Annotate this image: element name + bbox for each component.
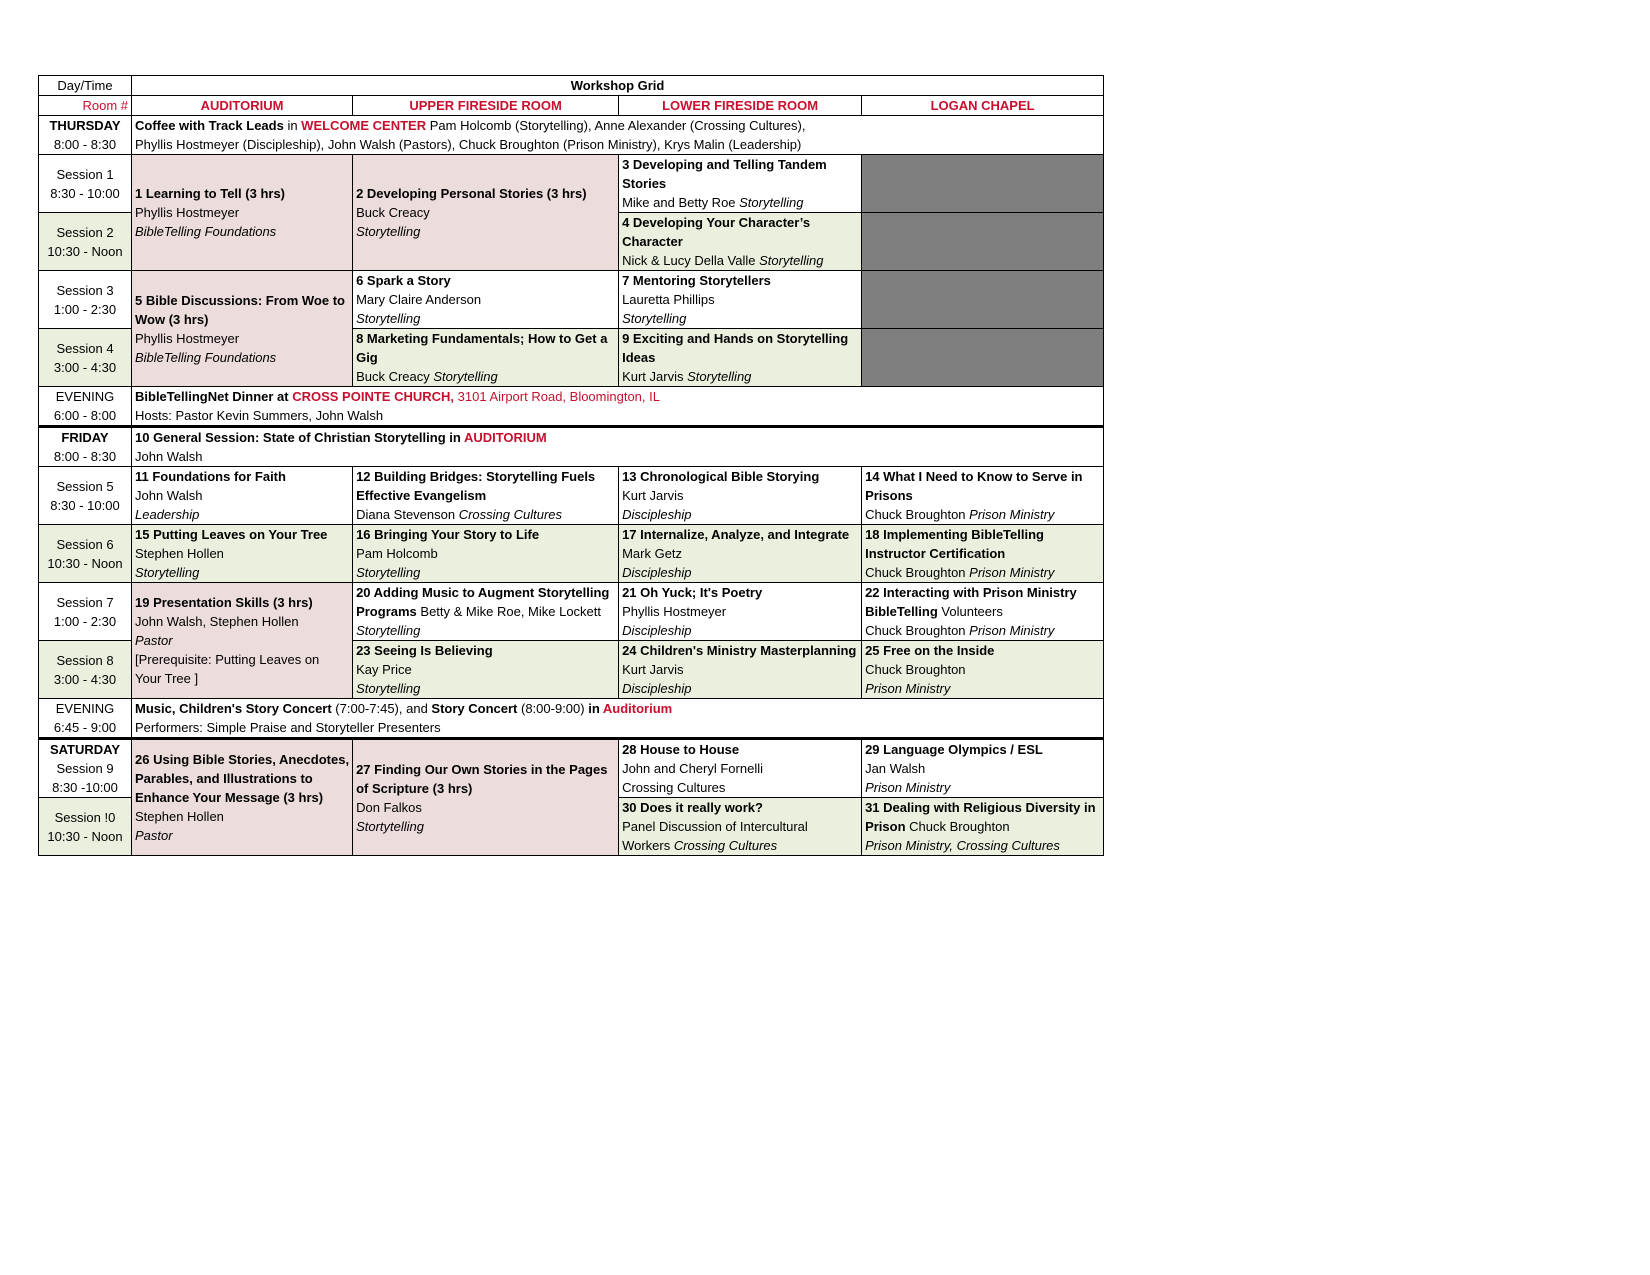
time-label: 10:30 - Noon (47, 243, 123, 259)
workshop-track: Leadership (135, 507, 200, 522)
workshop-title: 8 Marketing Fundamentals; How to Get a (356, 331, 608, 346)
time-label: 8:00 - 8:30 (53, 137, 117, 152)
workshop-title: 30 Does it really work? (622, 800, 763, 815)
workshop-18 (862, 525, 1104, 583)
workshop-title: Effective Evangelism (356, 488, 487, 503)
workshop-presenter: Don Falkos (356, 799, 422, 815)
session-label: Session 8 (56, 652, 114, 668)
workshop-title: Enhance Your Message (3 hrs) (135, 790, 324, 805)
workshop-track: Prison Ministry (969, 565, 1055, 580)
workshop-title: 6 Spark a Story (356, 273, 451, 288)
workshop-6 (353, 271, 619, 329)
workshop-27 (353, 739, 619, 856)
workshop-description: Workers (622, 838, 674, 853)
session-6-cell (39, 525, 132, 583)
workshop-title: 21 Oh Yuck; It's Poetry (622, 585, 763, 600)
evening-1-cell (39, 387, 132, 427)
event-place: WELCOME CENTER (301, 118, 427, 133)
workshop-presenter: Pam Holcomb (356, 546, 438, 561)
workshop-presenter: Buck Creacy (356, 205, 430, 220)
workshop-track: Prison Ministry, Crossing Cultures (865, 838, 1060, 853)
workshop-track: Storytelling (356, 565, 421, 580)
day-label: FRIDAY (61, 430, 109, 445)
workshop-title: 1 Learning to Tell (3 hrs) (135, 186, 286, 201)
workshop-title: Instructor Certification (865, 546, 1006, 561)
time-label: 10:30 - Noon (47, 555, 123, 571)
workshop-12 (353, 467, 619, 525)
workshop-presenter: Stephen Hollen (135, 809, 224, 824)
workshop-track: Discipleship (622, 507, 692, 522)
event-text: in (283, 118, 302, 133)
workshop-14 (862, 467, 1104, 525)
event-title: Music, Children's Story Concert (135, 701, 332, 716)
workshop-26 (132, 739, 353, 856)
session-label: Session 6 (56, 536, 114, 552)
workshop-title: Prisons (865, 488, 913, 503)
workshop-title: Prison (865, 819, 906, 834)
workshop-title: 13 Chronological Bible Storying (622, 469, 820, 484)
workshop-24 (619, 641, 862, 699)
workshop-track: Prison Ministry (865, 780, 951, 795)
workshop-13 (619, 467, 862, 525)
workshop-7 (619, 271, 862, 329)
workshop-track: Discipleship (622, 681, 692, 696)
room-auditorium: AUDITORIUM (132, 96, 353, 116)
event-text: Phyllis Hostmeyer (Discipleship), John Walsh (Pastors), Chuck Broughton (Prison Ministry), Krys Malin (Leadership) (135, 137, 802, 152)
workshop-4 (619, 213, 862, 271)
workshop-31 (862, 798, 1104, 856)
grid-title: Workshop Grid (132, 76, 1104, 96)
workshop-presenter: Diana Stevenson (356, 507, 459, 522)
workshop-title: Parables, and Illustrations to (135, 771, 313, 786)
session-3-cell (39, 271, 132, 329)
workshop-track: Storytelling (356, 224, 421, 239)
session-label: Session 5 (56, 478, 114, 494)
workshop-track: Discipleship (622, 565, 692, 580)
workshop-title: Gig (356, 350, 378, 365)
day-label: SATURDAY (49, 742, 121, 757)
workshop-presenter: Phyllis Hostmeyer (622, 604, 727, 619)
event-title: BibleTellingNet Dinner at (135, 389, 293, 404)
saturday-cell (39, 739, 132, 798)
workshop-1 (132, 155, 353, 271)
workshop-title: Programs (356, 604, 417, 619)
thursday-cell (39, 116, 132, 155)
workshop-title: 17 Internalize, Analyze, and Integrate (622, 527, 850, 542)
workshop-title: 11 Foundations for Faith (135, 469, 286, 484)
empty-cell (862, 155, 1104, 213)
workshop-track: Crossing Cultures (622, 780, 726, 795)
workshop-presenter: John and Cheryl Fornelli (622, 761, 763, 776)
workshop-track: Crossing Cultures (458, 507, 563, 522)
event-place: AUDITORIUM (463, 430, 547, 445)
workshop-title: 29 Language Olympics / ESL (865, 742, 1043, 757)
workshop-presenter: Kurt Jarvis (622, 662, 684, 677)
workshop-title: 18 Implementing BibleTelling (865, 527, 1044, 542)
time-label: 8:30 - 10:00 (50, 185, 120, 201)
workshop-title: 24 Children's Ministry Masterplanning (622, 643, 857, 658)
session-label: Session 4 (56, 340, 114, 356)
workshop-presenter: Nick & Lucy Della Valle (622, 253, 760, 268)
workshop-30 (619, 798, 862, 856)
session-label: EVENING (55, 389, 115, 404)
workshop-title: 23 Seeing Is Believing (356, 643, 493, 658)
event-text: (7:00-7:45), and (331, 701, 432, 716)
time-label: 1:00 - 2:30 (53, 301, 117, 317)
session-label: EVENING (55, 701, 115, 716)
event-text: (8:00-9:00) (517, 701, 589, 716)
event-place: Auditorium (602, 701, 673, 716)
workshop-presenter: John Walsh, Stephen Hollen (135, 614, 299, 629)
dinner-event (132, 387, 1104, 427)
workshop-title: 4 Developing Your Character’s (622, 215, 811, 230)
workshop-title: Stories (622, 176, 667, 191)
room-logan-chapel: LOGAN CHAPEL (862, 96, 1104, 116)
workshop-presenter: Phyllis Hostmeyer (135, 205, 240, 220)
time-label: 1:00 - 2:30 (53, 613, 117, 629)
session-4-cell (39, 329, 132, 387)
workshop-3 (619, 155, 862, 213)
workshop-track: Stortytelling (356, 818, 424, 834)
workshop-prerequisite: [Prerequisite: Putting Leaves on (135, 652, 320, 667)
workshop-title: Ideas (622, 350, 656, 365)
workshop-track: Pastor (135, 828, 173, 843)
time-label: 6:45 - 9:00 (53, 720, 117, 735)
workshop-29 (862, 739, 1104, 798)
session-10-cell (39, 798, 132, 856)
workshop-title: 2 Developing Personal Stories (3 hrs) (356, 186, 587, 201)
session-label: Session 9 (56, 761, 114, 776)
workshop-23 (353, 641, 619, 699)
coffee-event (132, 116, 1104, 155)
concert-event (132, 699, 1104, 739)
empty-cell (862, 271, 1104, 329)
workshop-presenter: Chuck Broughton (905, 819, 1010, 834)
workshop-track: Storytelling (433, 369, 498, 384)
workshop-5 (132, 271, 353, 387)
workshop-title: 16 Bringing Your Story to Life (356, 527, 540, 542)
room-lower-fireside: LOWER FIRESIDE ROOM (619, 96, 862, 116)
workshop-16 (353, 525, 619, 583)
workshop-title: Wow (3 hrs) (135, 311, 209, 327)
workshop-presenter: Mary Claire Anderson (356, 292, 482, 307)
event-place: CROSS POINTE CHURCH, (292, 389, 455, 404)
workshop-presenter: Chuck Broughton (865, 662, 966, 677)
workshop-track: Storytelling (622, 311, 687, 326)
workshop-presenter: Kay Price (356, 662, 412, 677)
workshop-title: 25 Free on the Inside (865, 643, 995, 658)
workshop-21 (619, 583, 862, 641)
event-title: Story Concert (431, 701, 518, 716)
session-2-cell (39, 213, 132, 271)
workshop-presenter: John Walsh (135, 449, 203, 464)
event-performers: Performers: Simple Praise and Storyteller Presenters (135, 720, 441, 735)
workshop-presenter: Chuck Broughton (865, 565, 970, 580)
session-label: Session !0 (54, 809, 116, 825)
event-text: Pam Holcomb (Storytelling), Anne Alexander (Crossing Cultures), (426, 118, 806, 133)
workshop-track: BibleTelling Foundations (135, 349, 277, 365)
workshop-presenter: Kurt Jarvis (622, 488, 684, 503)
workshop-presenter: Jan Walsh (865, 761, 926, 776)
workshop-description: Panel Discussion of Intercultural (622, 819, 808, 834)
workshop-track: Storytelling (356, 311, 421, 326)
session-1-cell (39, 155, 132, 213)
room-upper-fireside: UPPER FIRESIDE ROOM (353, 96, 619, 116)
workshop-presenter: Chuck Broughton (865, 507, 970, 522)
time-label: 8:00 - 8:30 (53, 449, 117, 464)
workshop-presenter: Kurt Jarvis (622, 369, 688, 384)
workshop-17 (619, 525, 862, 583)
time-label: 8:30 -10:00 (52, 780, 118, 795)
workshop-track: Storytelling (356, 623, 421, 638)
workshop-title: 12 Building Bridges: Storytelling Fuels (356, 469, 596, 484)
workshop-presenter: Stephen Hollen (135, 546, 224, 561)
session-label: Session 2 (56, 224, 114, 240)
workshop-title: BibleTelling (865, 604, 938, 619)
workshop-title: 7 Mentoring Storytellers (622, 273, 771, 288)
event-address: 3101 Airport Road, Bloomington, IL (454, 389, 660, 404)
workshop-20 (353, 583, 619, 641)
workshop-title: 27 Finding Our Own Stories in the Pages (356, 761, 608, 777)
workshop-title: 3 Developing and Telling Tandem (622, 157, 827, 172)
workshop-10 (132, 427, 1104, 467)
day-label: THURSDAY (49, 118, 121, 133)
workshop-presenter: Chuck Broughton (865, 623, 970, 638)
workshop-track: Storytelling (759, 253, 824, 268)
workshop-2 (353, 155, 619, 271)
workshop-track: Pastor (135, 633, 173, 648)
time-label: 10:30 - Noon (47, 828, 123, 844)
workshop-8 (353, 329, 619, 387)
session-5-cell (39, 467, 132, 525)
workshop-title: 15 Putting Leaves on Your Tree (135, 527, 328, 542)
time-label: 6:00 - 8:00 (53, 408, 117, 423)
workshop-title: Character (622, 234, 683, 249)
workshop-title: 20 Adding Music to Augment Storytelling (356, 585, 610, 600)
workshop-track: Prison Ministry (969, 507, 1055, 522)
workshop-title: 10 General Session: State of Christian Storytelling in (135, 430, 464, 445)
daytime-header: Day/Time (39, 76, 132, 96)
workshop-28 (619, 739, 862, 798)
workshop-track: Prison Ministry (865, 681, 951, 696)
time-label: 3:00 - 4:30 (53, 671, 117, 687)
workshop-presenter: Mike and Betty Roe (622, 195, 740, 210)
workshop-9 (619, 329, 862, 387)
workshop-title: 9 Exciting and Hands on Storytelling (622, 331, 849, 346)
workshop-track: Storytelling (356, 681, 421, 696)
session-label: Session 7 (56, 594, 114, 610)
workshop-title: 5 Bible Discussions: From Woe to (135, 292, 345, 308)
event-hosts: Hosts: Pastor Kevin Summers, John Walsh (135, 408, 384, 423)
session-label: Session 3 (56, 282, 114, 298)
workshop-title: 19 Presentation Skills (3 hrs) (135, 595, 313, 610)
workshop-presenter: Mark Getz (622, 546, 683, 561)
workshop-track: BibleTelling Foundations (135, 224, 277, 239)
workshop-25 (862, 641, 1104, 699)
workshop-title: 14 What I Need to Know to Serve in (865, 469, 1083, 484)
workshop-presenter: Betty & Mike Roe, Mike Lockett (416, 604, 602, 619)
workshop-track: Discipleship (622, 623, 692, 638)
event-text: in (588, 701, 603, 716)
time-label: 3:00 - 4:30 (53, 359, 117, 375)
session-8-cell (39, 641, 132, 699)
workshop-prerequisite: Your Tree ] (135, 671, 199, 686)
workshop-presenter: Phyllis Hostmeyer (135, 330, 240, 346)
workshop-track: Storytelling (687, 369, 752, 384)
empty-cell (862, 213, 1104, 271)
session-7-cell (39, 583, 132, 641)
room-label: Room # (39, 96, 132, 116)
evening-2-cell (39, 699, 132, 739)
workshop-presenter: Buck Creacy (356, 369, 434, 384)
workshop-track: Prison Ministry (969, 623, 1055, 638)
session-label: Session 1 (56, 166, 114, 182)
workshop-title: of Scripture (3 hrs) (356, 780, 473, 796)
workshop-15 (132, 525, 353, 583)
workshop-title: 31 Dealing with Religious Diversity in (865, 800, 1096, 815)
workshop-19 (132, 583, 353, 699)
friday-cell (39, 427, 132, 467)
event-title: Coffee with Track Leads (135, 118, 284, 133)
workshop-presenter: John Walsh (135, 488, 203, 503)
workshop-title-rest: Volunteers (937, 604, 1003, 619)
workshop-track: Storytelling (739, 195, 804, 210)
workshop-track: Storytelling (135, 565, 200, 580)
workshop-presenter: Lauretta Phillips (622, 292, 715, 307)
time-label: 8:30 - 10:00 (50, 497, 120, 513)
workshop-title: 28 House to House (622, 742, 740, 757)
workshop-title: 26 Using Bible Stories, Anecdotes, (135, 752, 350, 767)
empty-cell (862, 329, 1104, 387)
workshop-grid (38, 75, 1104, 856)
workshop-track: Crossing Cultures (673, 838, 778, 853)
workshop-22 (862, 583, 1104, 641)
workshop-title: 22 Interacting with Prison Ministry (865, 585, 1077, 600)
workshop-11 (132, 467, 353, 525)
